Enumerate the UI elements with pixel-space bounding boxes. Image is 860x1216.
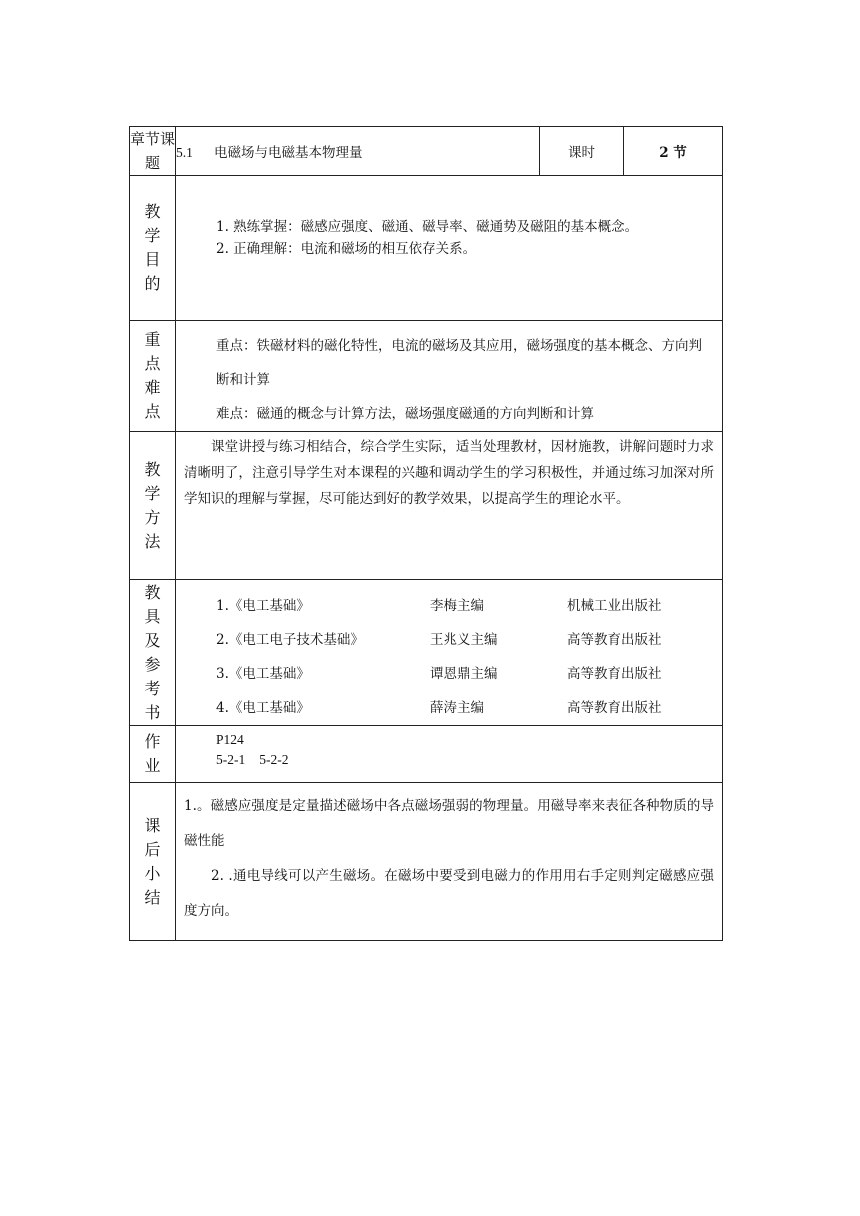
key-points-row — [130, 321, 723, 432]
reference-author: 薛涛主编 — [430, 700, 484, 716]
summary-content — [176, 783, 723, 941]
focus-text: 重点：铁磁材料的磁化特性，电流的磁场及其应用，磁场强度的基本概念、方向判断和计算 — [216, 338, 702, 388]
reference-book: 2.《电工电子技术基础》 — [216, 632, 364, 648]
chapter-topic-label: 章节课题 — [130, 127, 176, 176]
objective-item: 1. 熟练掌握：磁感应强度、磁通、磁导率、磁通势及磁阻的基本概念。 — [216, 219, 639, 235]
reference-author: 谭恩鼎主编 — [430, 666, 498, 682]
section-number: 5.1 — [176, 145, 193, 160]
header-row — [130, 127, 723, 176]
summary-paragraph: 1.。磁感应强度是定量描述磁场中各点磁场强弱的物理量。用磁导率来表征各种物质的导磁性能 — [184, 798, 714, 849]
key-points-label-cell — [130, 321, 176, 432]
homework-item: 5-2-2 — [259, 752, 289, 767]
reference-publisher: 机械工业出版社 — [567, 598, 662, 614]
reference-item — [216, 655, 722, 689]
key-points-label: 重点难点 — [144, 330, 161, 421]
hours-value: 2 节 — [624, 127, 723, 176]
methods-text: 课堂讲授与练习相结合，综合学生实际，适当处理教材，因材施教，讲解问题时力求清晰明了，注意引导学生对本课程的兴趣和调动学生的学习积极性，并通过练习加深对所学知识的理解与掌握，尽可能达到好的教学效果，以提高学生的理论水平。 — [176, 432, 723, 580]
methods-label-cell — [130, 432, 176, 580]
hours-label: 课时 — [540, 127, 624, 176]
reference-author: 李梅主编 — [430, 598, 484, 614]
reference-publisher: 高等教育出版社 — [567, 632, 662, 648]
reference-author: 王兆义主编 — [430, 632, 498, 648]
reference-publisher: 高等教育出版社 — [567, 700, 662, 716]
summary-label: 课后小结 — [144, 815, 161, 907]
reference-item — [216, 621, 722, 655]
objectives-label-cell — [130, 176, 176, 321]
reference-book: 3.《电工基础》 — [216, 666, 310, 682]
references-content — [176, 580, 723, 726]
objective-item: 2. 正确理解：电流和磁场的相互依存关系。 — [216, 241, 477, 257]
difficulty-text: 难点：磁通的概念与计算方法，磁场强度磁通的方向判断和计算 — [216, 406, 594, 422]
references-label: 教具及参考书 — [144, 582, 161, 722]
objectives-label: 教学目的 — [144, 202, 161, 293]
summary-paragraph: 2. .通电导线可以产生磁场。在磁场中要受到电磁力的作用用右手定则判定磁感应强度方向。 — [184, 868, 714, 919]
reference-publisher: 高等教育出版社 — [567, 666, 662, 682]
objectives-row — [130, 176, 723, 321]
objectives-content — [176, 176, 723, 321]
homework-items — [216, 750, 722, 770]
reference-item — [216, 587, 722, 621]
homework-label-cell — [130, 726, 176, 783]
section-title: 电磁场与电磁基本物理量 — [214, 145, 363, 161]
homework-item: 5-2-1 — [216, 752, 246, 767]
reference-item — [216, 689, 722, 723]
homework-label: 作业 — [144, 732, 161, 775]
homework-content — [176, 726, 723, 783]
homework-page: P124 — [216, 732, 244, 747]
summary-label-cell — [130, 783, 176, 941]
reference-book: 1.《电工基础》 — [216, 598, 310, 614]
homework-row — [130, 726, 723, 783]
chapter-topic-value — [176, 127, 540, 176]
lesson-plan-table — [129, 126, 723, 941]
summary-row — [130, 783, 723, 941]
references-label-cell — [130, 580, 176, 726]
methods-row — [130, 432, 723, 580]
reference-book: 4.《电工基础》 — [216, 700, 310, 716]
key-points-content — [176, 321, 723, 432]
methods-label: 教学方法 — [144, 459, 161, 551]
references-row — [130, 580, 723, 726]
